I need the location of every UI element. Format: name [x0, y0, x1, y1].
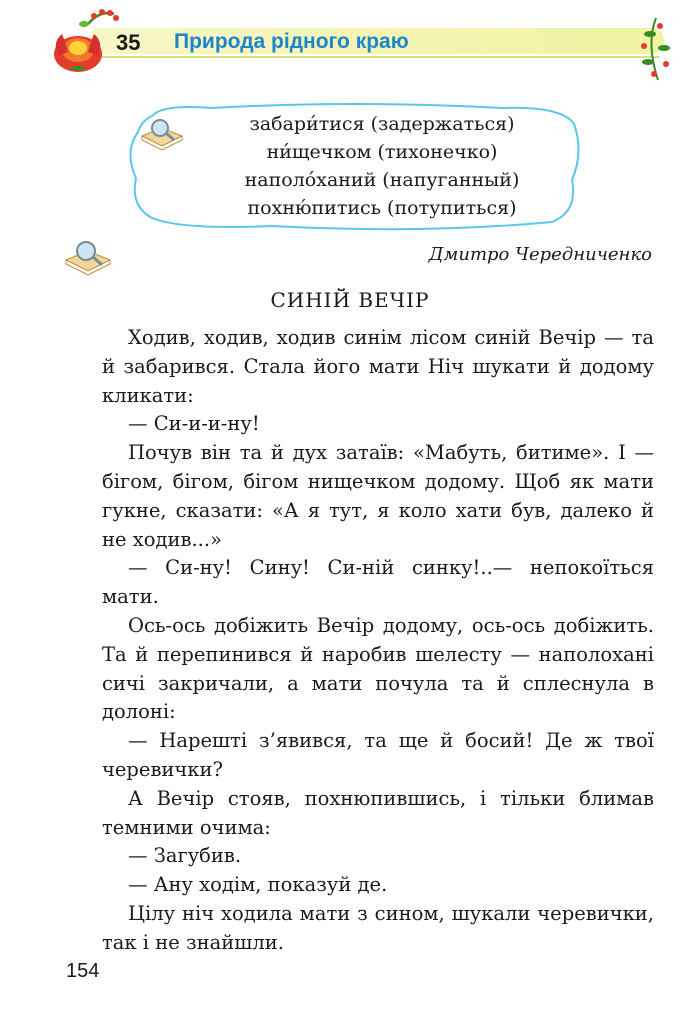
story-text — [102, 324, 654, 958]
vocab-item: похню́питись (потупиться) — [247, 197, 517, 219]
berry-sprig-icon — [636, 14, 676, 84]
story-paragraph: — Си-и-и-ну! — [128, 412, 260, 436]
header-underline — [100, 56, 660, 58]
story-title: СИНІЙ ВЕЧІР — [270, 288, 430, 312]
story-paragraph: — Си-ну! Сину! Си-ній синку!..— непокоїться мати. — [102, 556, 654, 609]
lesson-number: 35 — [116, 30, 141, 55]
vocab-item: наполо́ханий (напуганный) — [244, 169, 520, 191]
story-paragraph: А Вечір стояв, похнюпившись, і тільки блимав темними очима: — [102, 786, 654, 839]
author-name: Дмитро Чередниченко — [428, 244, 652, 265]
story-paragraph: Ось-ось добіжить Вечір додому, ось-ось добіжить. Та й перепинився й наробив шелесту — наполохані сичі закричали, а мати почула та й сплеснула в долоні: — [102, 613, 654, 724]
story-paragraph: — Ану ходім, показуй де. — [128, 873, 388, 897]
vocab-item: ни́щечком (тихонечко) — [266, 141, 498, 163]
vocab-item: забари́тися (задержаться) — [249, 113, 515, 135]
story-paragraph: Почув він та й дух затаїв: «Мабуть, битиме». І — бігом, бігом, бігом нищечком додому. Щоб як мати гукне, сказати: «А я тут, я коло хати був, далеко й не ходив...» — [102, 441, 654, 551]
story-paragraph: — Загубив. — [128, 844, 242, 868]
story-paragraph: Цілу ніч ходила мати з сином, шукали черевички, так і не знайшли. — [102, 901, 654, 954]
lesson-title: Природа рідного краю — [174, 30, 409, 53]
flower-ornament-icon — [44, 4, 124, 78]
vocabulary-list — [202, 110, 562, 222]
vocabulary-box — [122, 102, 582, 232]
story-paragraph: — Нарешті з’явився, та ще й босий! Де ж твої черевички? — [102, 729, 654, 781]
book-magnifier-icon — [138, 116, 186, 152]
book-magnifier-icon — [62, 238, 114, 278]
story-paragraph: Ходив, ходив, ходив синім лісом синій Вечір — та й забарився. Стала його мати Ніч шукати й додому кликати: — [102, 326, 654, 407]
page-number: 154 — [66, 960, 100, 982]
